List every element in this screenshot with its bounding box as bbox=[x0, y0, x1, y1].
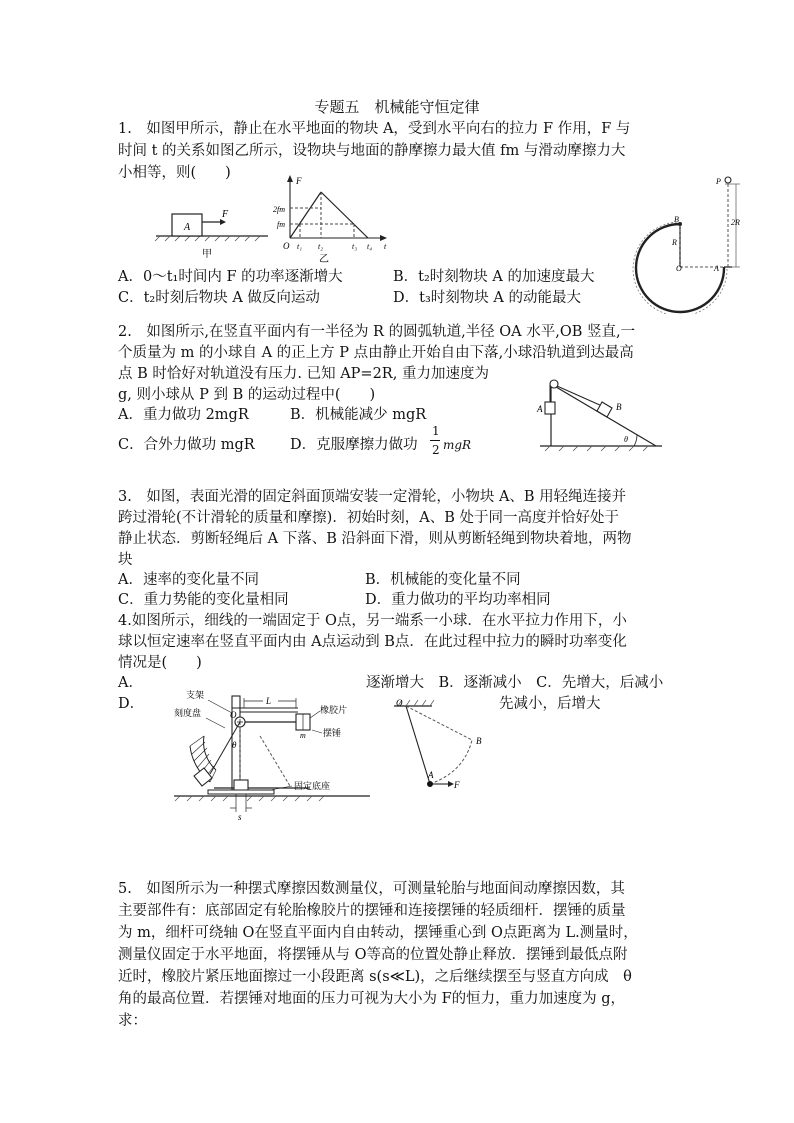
q1-line-1: 1. 如图甲所示，静止在水平地面的物块 A，受到水平向右的拉力 F 作用，F 与 bbox=[118, 121, 631, 137]
q3-figure-incline bbox=[536, 374, 666, 452]
tick-t1: t₁ bbox=[297, 242, 303, 251]
q3-option-b: B．机械能的变化量不同 bbox=[365, 572, 521, 588]
label-theta: θ bbox=[232, 740, 237, 750]
label-pendulum: 摆锤 bbox=[323, 728, 342, 738]
q2-line-4: g, 则小球从 P 到 B 的运动过程中( ) bbox=[118, 387, 376, 403]
tick-t3: t₃ bbox=[352, 242, 358, 251]
q2-fraction-tail: mgR bbox=[443, 438, 472, 452]
q5-line-6: 角的最高位置．若摆锤对地面的压力可视为大小为 F的恒力，重力加速度为 g， bbox=[118, 991, 626, 1007]
q4-figure-pendulum bbox=[392, 696, 502, 792]
caption-yi: 乙 bbox=[319, 254, 329, 264]
label-support: 支架 bbox=[186, 690, 205, 700]
q1-figure-yi bbox=[272, 172, 392, 264]
label-dial: 刻度盘 bbox=[174, 708, 202, 718]
q2-fraction-den: 2 bbox=[432, 443, 440, 457]
q2-option-a: A．重力做功 2mgR bbox=[118, 407, 249, 423]
block-label: A bbox=[184, 222, 191, 233]
axis-f-label: F bbox=[296, 176, 302, 186]
point-a: A bbox=[714, 264, 719, 273]
q5-figure-device bbox=[170, 686, 375, 822]
label-r: R bbox=[672, 238, 677, 247]
label-m: m bbox=[300, 731, 306, 740]
q1-option-a: A．0～t₁时间内 F 的功率逐渐增大 bbox=[118, 269, 343, 285]
q5-line-2: 主要部件有：底部固定有轮胎橡胶片的摆锤和连接摆锤的轻质细杆．摆锤的质量 bbox=[118, 903, 626, 919]
block-a bbox=[545, 402, 555, 414]
label-a: A bbox=[428, 770, 434, 780]
label-b: B bbox=[616, 402, 622, 412]
q5-line-5: 近时，橡胶片紧压地面擦过一小段距离 s(s≪L)，之后继续摆至与竖直方向成 θ bbox=[118, 969, 632, 985]
label-2r: 2R bbox=[731, 218, 740, 227]
label-a: A bbox=[537, 404, 543, 414]
q2-line-2: 个质量为 m 的小球自 A 的正上方 P 点由静止开始自由下落,小球沿轨道到达最高 bbox=[118, 345, 634, 361]
q4-line-1: 4.如图所示，细线的一端固定于 O点，另一端系一小球．在水平拉力作用下，小 bbox=[118, 613, 627, 629]
q3-option-c: C．重力势能的变化量相同 bbox=[118, 592, 289, 608]
q2-line-1: 2. 如图所示,在竖直平面内有一半径为 R 的圆弧轨道,半径 OA 水平,OB 竖直,一 bbox=[118, 324, 636, 340]
q3-option-a: A．速率的变化量不同 bbox=[118, 572, 259, 588]
q2-option-c: C．合外力做功 mgR bbox=[118, 437, 255, 453]
q2-fraction-bar bbox=[430, 440, 440, 441]
q4-option-d-label: D． bbox=[118, 696, 145, 712]
q1-option-d: D．t₃时刻物块 A 的动能最大 bbox=[393, 290, 581, 306]
origin-label: O bbox=[283, 241, 290, 251]
point-p: P bbox=[716, 177, 721, 186]
tick-t2: t₂ bbox=[318, 242, 324, 251]
q4-line-2: 球以恒定速率在竖直平面内由 A点运动到 B点．在此过程中拉力的瞬时功率变化 bbox=[118, 634, 627, 650]
q1-line-3: 小相等，则( ) bbox=[118, 165, 231, 181]
q5-line-4: 测量仪固定于水平地面，将摆锤从与 O等高的位置处静止释放．摆锤到最低点附 bbox=[118, 947, 628, 963]
caption-jia: 甲 bbox=[202, 249, 212, 260]
q1-option-b: B．t₂时刻物块 A 的加速度最大 bbox=[393, 269, 595, 285]
q3-line-3: 静止状态．剪断轻绳后 A 下落、B 沿斜面下滑，则从剪断轻绳到物块着地，两物 bbox=[118, 531, 632, 547]
q4-option-d: 先减小，后增大 bbox=[499, 696, 601, 712]
q2-line-3: 点 B 时恰好对轨道没有压力. 已知 AP=2R, 重力加速度为 bbox=[118, 366, 489, 382]
q3-option-d: D．重力做功的平均功率相同 bbox=[365, 592, 551, 608]
q2-option-b: B．机械能减少 mgR bbox=[290, 407, 427, 423]
q5-line-1: 5. 如图所示为一种摆式摩擦因数测量仪，可测量轮胎与地面间动摩擦因数，其 bbox=[118, 881, 625, 897]
axis-t-label: t bbox=[384, 242, 387, 251]
q2-fraction-num: 1 bbox=[432, 424, 440, 438]
point-o: O bbox=[676, 264, 682, 273]
tick-2fm: 2fm bbox=[273, 205, 285, 214]
q2-figure-track bbox=[628, 172, 756, 314]
q3-line-2: 跨过滑轮(不计滑轮的质量和摩擦)．初始时刻，A、B 处于同一高度并恰好处于 bbox=[118, 510, 620, 526]
tick-t4: t₄ bbox=[367, 242, 373, 251]
q4-line-3: 情况是( ) bbox=[118, 655, 202, 671]
label-b: B bbox=[476, 736, 482, 746]
label-base: 固定底座 bbox=[294, 781, 331, 791]
label-s: s bbox=[238, 812, 242, 822]
q4-option-a-label: A． bbox=[118, 675, 143, 691]
page-title: 专题五 机械能守恒定律 bbox=[314, 98, 480, 116]
label-theta: θ bbox=[624, 435, 628, 444]
force-label: F bbox=[222, 209, 229, 220]
q4-options-abc: 逐渐增大 B．逐渐减小 C．先增大，后减小 bbox=[366, 675, 664, 691]
q2-option-d: D．克服摩擦力做功 bbox=[290, 437, 418, 453]
q3-line-4: 块 bbox=[118, 552, 133, 568]
q5-line-7: 求： bbox=[118, 1013, 147, 1029]
tick-fm: fm bbox=[277, 220, 285, 229]
q5-line-3: 为 m，细杆可绕轴 O在竖直平面内自由转动，摆锤重心到 O点距离为 L.测量时， bbox=[118, 925, 638, 941]
label-o: O bbox=[230, 710, 237, 720]
q3-line-1: 3. 如图，表面光滑的固定斜面顶端安装一定滑轮，小物块 A、B 用轻绳连接并 bbox=[118, 489, 627, 505]
label-l: L bbox=[266, 696, 272, 706]
pulley bbox=[550, 380, 558, 388]
label-o: O bbox=[396, 698, 403, 708]
q1-figure-jia bbox=[150, 200, 270, 262]
q1-option-c: C．t₂时刻后物块 A 做反向运动 bbox=[118, 290, 320, 306]
label-f: F bbox=[454, 780, 460, 790]
point-b: B bbox=[674, 215, 679, 224]
q1-line-2: 时间 t 的关系如图乙所示，设物块与地面的静摩擦力最大值 fm 与滑动摩擦力大 bbox=[118, 143, 626, 159]
label-rubber: 橡胶片 bbox=[320, 705, 348, 715]
